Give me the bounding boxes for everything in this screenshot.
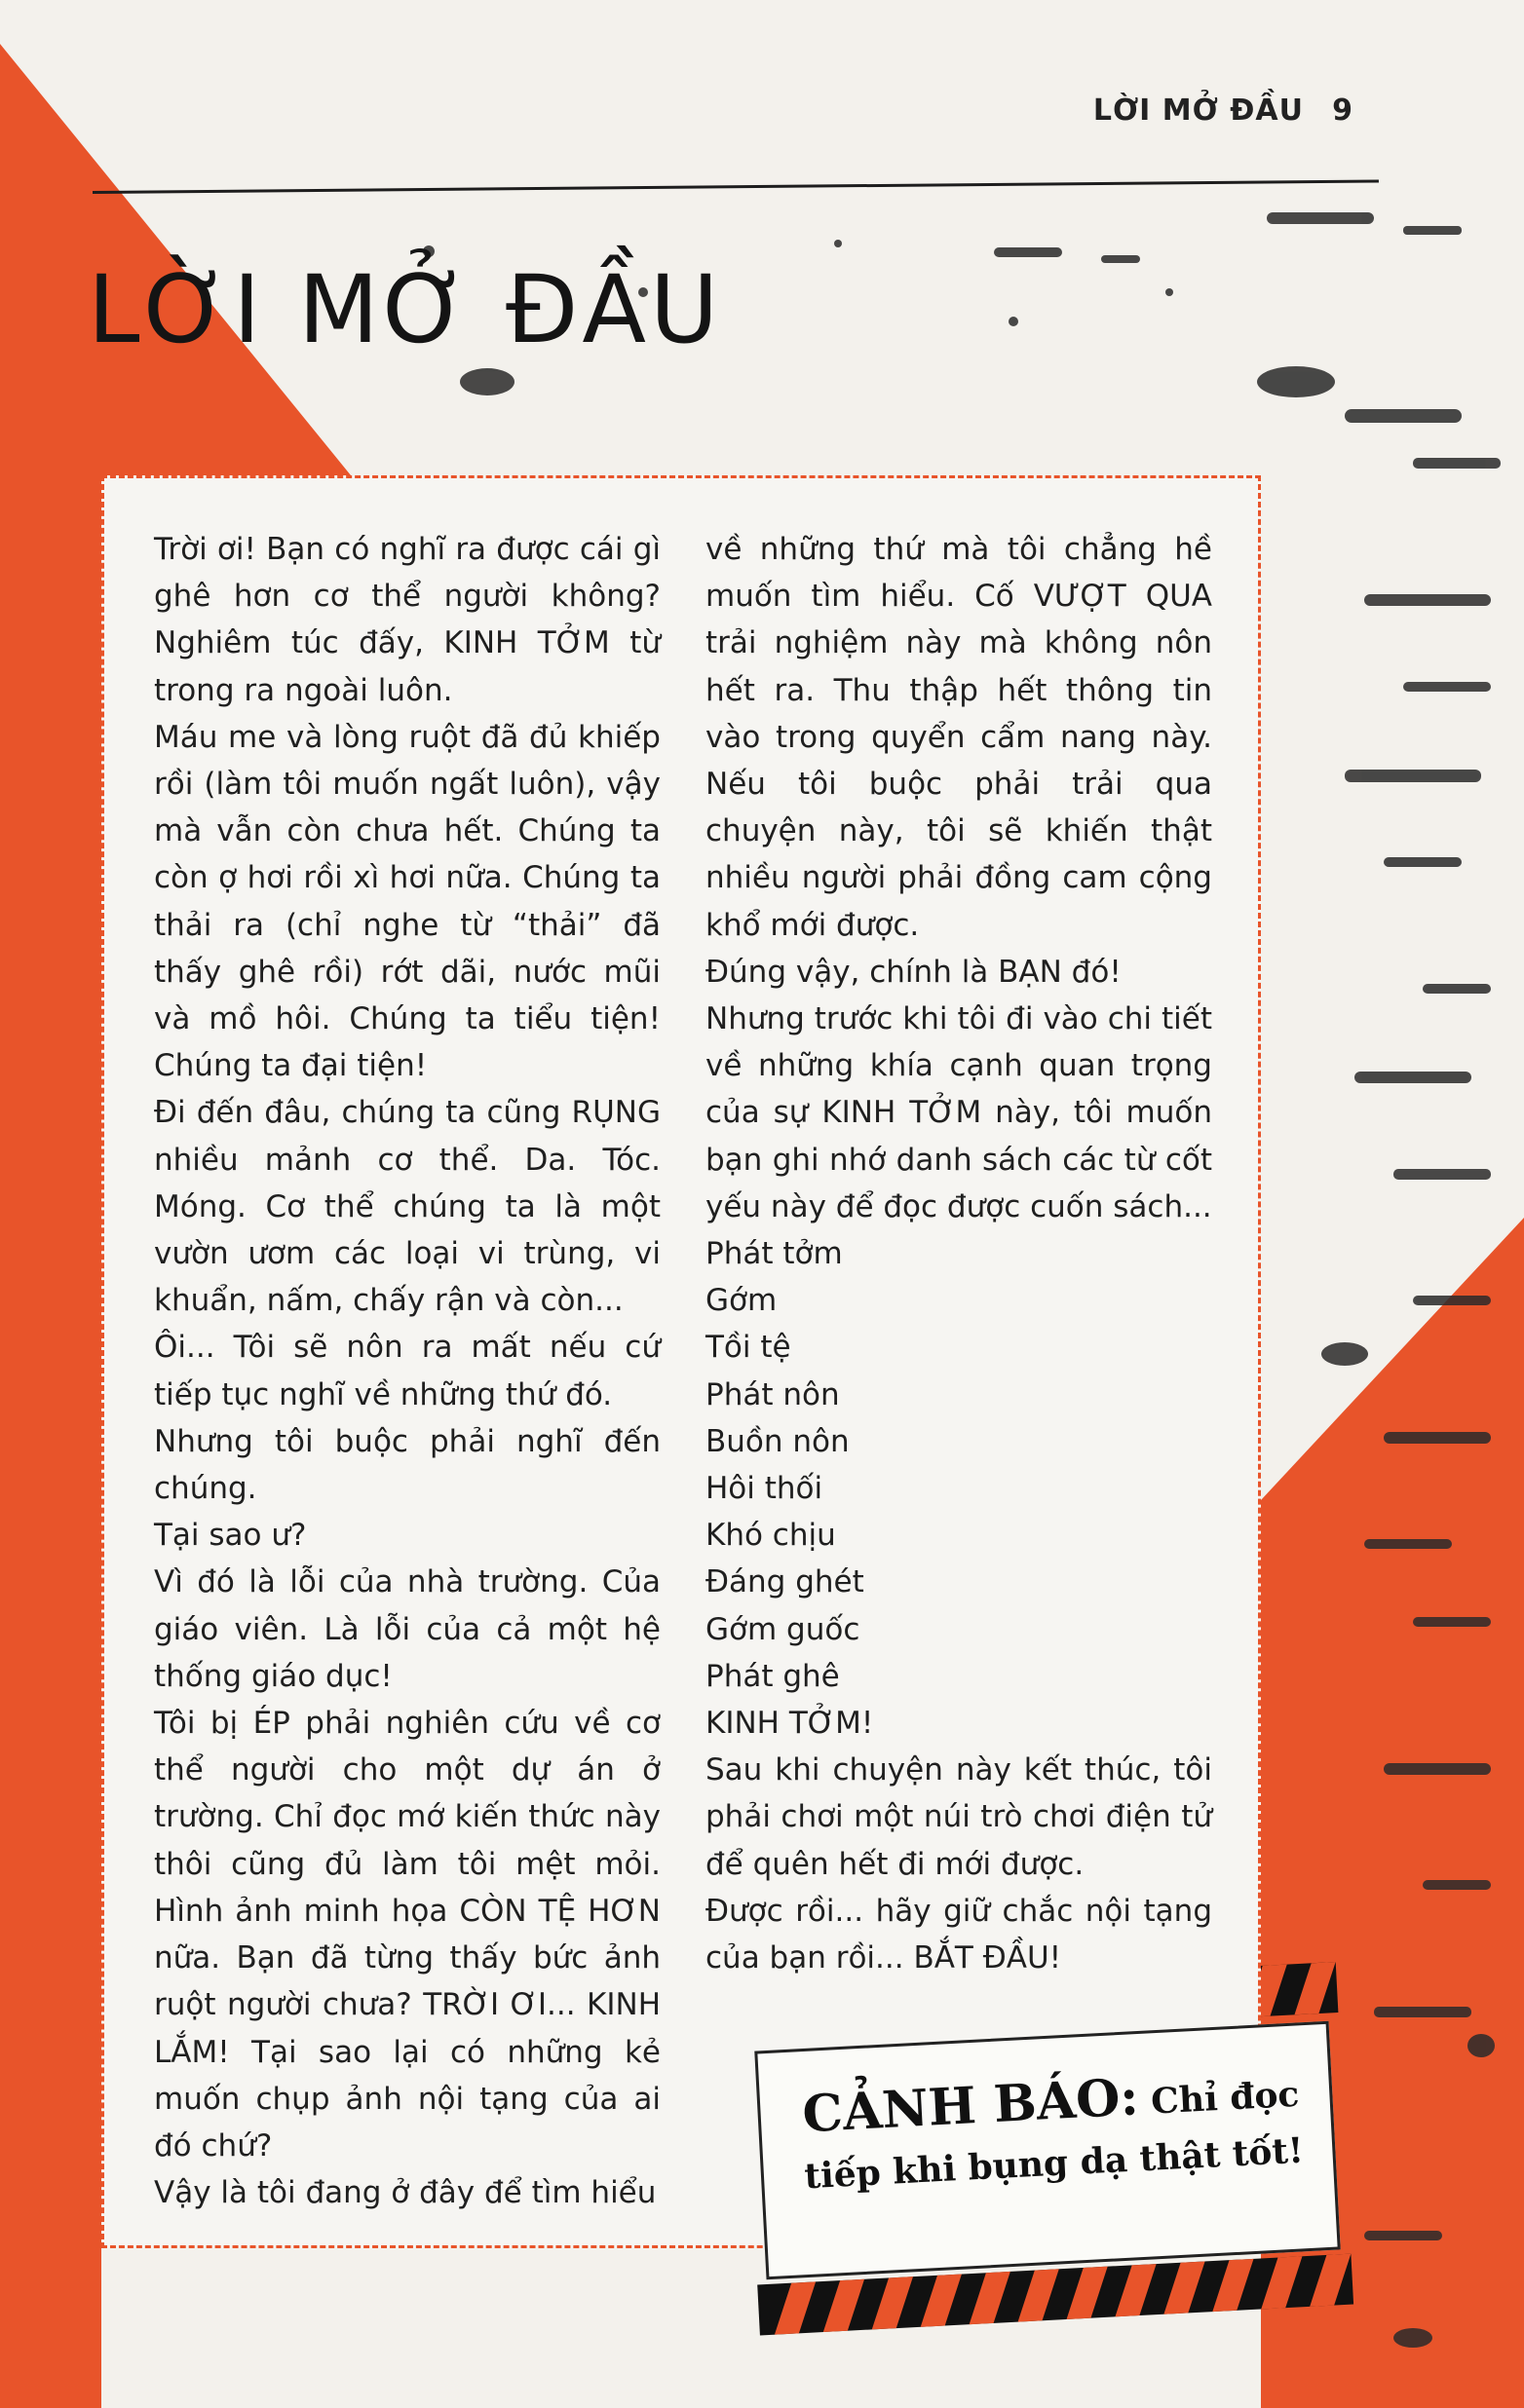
paragraph: Máu me và lòng ruột đã đủ khiếp rồi (làm tôi muốn ngất luôn), vậy mà vẫn còn chưa hết. Chúng ta còn ợ hơi rồi xì hơi nữa. Chúng ta thải ra (chỉ nghe từ “thải” đã thấy ghê rồi) rớt dãi, nước mũi và mồ hôi. Chúng ta tiểu tiện! Chúng ta đại tiện! <box>154 719 661 1084</box>
left-column <box>154 526 661 2216</box>
paragraph: Nhưng trước khi tôi đi vào chi tiết về những khía cạnh quan trọng của sự KINH TỞM này, tôi muốn bạn ghi nhớ danh sách các từ cốt yếu này để đọc được cuốn sách... <box>705 1001 1212 1224</box>
paragraph: Sau khi chuyện này kết thúc, tôi phải chơi một núi trò chơi điện tử để quên hết đi mới được. <box>705 1752 1212 1882</box>
page-number: 9 <box>1332 94 1353 128</box>
paragraph: Đúng vậy, chính là BẠN đó! <box>705 954 1122 990</box>
paragraph: Tôi bị ÉP phải nghiên cứu về cơ thể người cho một dự án ở trường. Chỉ đọc mớ kiến thức này thôi cũng đủ làm tôi mệt mỏi. Hình ảnh minh họa CÒN TỆ HƠN nữa. Bạn đã từng thấy bức ảnh ruột người chưa? TRỜI ƠI... KINH LẮM! Tại sao lại có những kẻ muốn chụp ảnh nội tạng của ai đó chứ? <box>154 1706 661 2163</box>
paragraph: Được rồi... hãy giữ chắc nội tạng của bạn rồi... BẮT ĐẦU! <box>705 1893 1212 1976</box>
word-list-item: Phát tởm <box>705 1236 843 1272</box>
word-list-item: Khó chịu <box>705 1518 836 1554</box>
word-list-item: Tồi tệ <box>705 1330 791 1366</box>
paragraph: Tại sao ư? <box>154 1518 307 1554</box>
word-list-item: Buồn nôn <box>705 1423 850 1459</box>
paragraph: Nhưng tôi buộc phải nghĩ đến chúng. <box>154 1423 661 1507</box>
warning-line2: tiếp khi bụng dạ thật tốt! <box>803 2129 1305 2198</box>
word-list-item: KINH TỞM! <box>705 1706 874 1742</box>
paragraph: Đi đến đâu, chúng ta cũng RỤNG nhiều mảnh cơ thể. Da. Tóc. Móng. Cơ thể chúng ta là một vườn ươm các loại vi trùng, vi khuẩn, nấm, chấy rận và còn... <box>154 1095 661 1319</box>
paragraph: về những thứ mà tôi chẳng hề muốn tìm hiểu. Cố VƯỢT QUA trải nghiệm này mà không nôn hết ra. Thu thập hết thông tin vào trong quyển cẩm nang này. Nếu tôi buộc phải trải qua chuyện này, tôi sẽ khiến thật nhiều người phải đồng cam cộng khổ mới được. <box>705 532 1212 943</box>
word-list-item: Đáng ghét <box>705 1564 864 1600</box>
paragraph: Trời ơi! Bạn có nghĩ ra được cái gì ghê hơn cơ thể người không? Nghiêm túc đấy, KINH TỞM từ trong ra ngoài luôn. <box>154 532 661 708</box>
paragraph: Ôi... Tôi sẽ nôn ra mất nếu cứ tiếp tục nghĩ về những thứ đó. <box>154 1330 661 1412</box>
word-list-item: Phát nôn <box>705 1376 840 1412</box>
warning-label: CẢNH BÁO: <box>801 2067 1141 2145</box>
word-list-item: Phát ghê <box>705 1658 840 1694</box>
right-column <box>705 526 1212 1981</box>
paragraph: Vì đó là lỗi của nhà trường. Của giáo viên. Là lỗi của cả một hệ thống giáo dục! <box>154 1564 661 1694</box>
page-title: LỜI MỞ ĐẦU <box>88 255 723 364</box>
running-header-title: LỜI MỞ ĐẦU <box>1092 94 1304 128</box>
warning-line1-rest: Chỉ đọc <box>1150 2073 1301 2123</box>
word-list-item: Hôi thối <box>705 1471 823 1507</box>
word-list-item: Gớm guốc <box>705 1611 860 1647</box>
paragraph: Vậy là tôi đang ở đây để tìm hiểu <box>154 2175 657 2211</box>
word-list-item: Gớm <box>705 1283 778 1319</box>
